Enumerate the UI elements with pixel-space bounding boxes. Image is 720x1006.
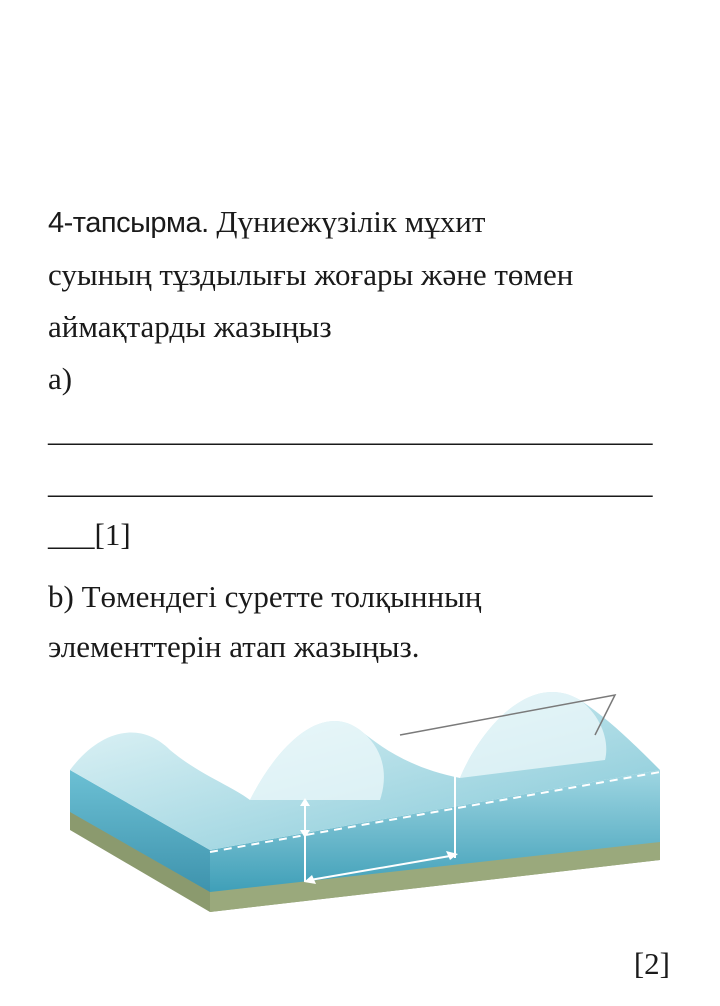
part-b xyxy=(48,572,688,672)
part-b-line-2: элементтерін атап жазыңыз. xyxy=(48,629,420,664)
wave-illustration xyxy=(60,660,670,940)
task-line-2: суының тұздылығы жоғары және төмен xyxy=(48,257,574,292)
task-title-line xyxy=(48,196,688,249)
answer-blank-2[interactable]: _______________________________________ xyxy=(48,465,653,500)
part-a-label: a) xyxy=(48,361,73,396)
task-label: 4-тапсырма. xyxy=(48,207,209,239)
wave-diagram xyxy=(60,660,670,940)
score-mark: [2] xyxy=(633,946,670,981)
answer-blank-1[interactable]: _______________________________________ xyxy=(48,413,653,448)
task-line-3: аймақтарды жазыңыз xyxy=(48,309,332,344)
task-title-rest: Дүниежүзілік мұхит xyxy=(208,204,486,239)
answer-blank-3[interactable]: ___[1] xyxy=(48,517,131,552)
part-b-line-1: b) Төмендегі суретте толқынның xyxy=(48,579,482,614)
task-4 xyxy=(48,196,688,561)
